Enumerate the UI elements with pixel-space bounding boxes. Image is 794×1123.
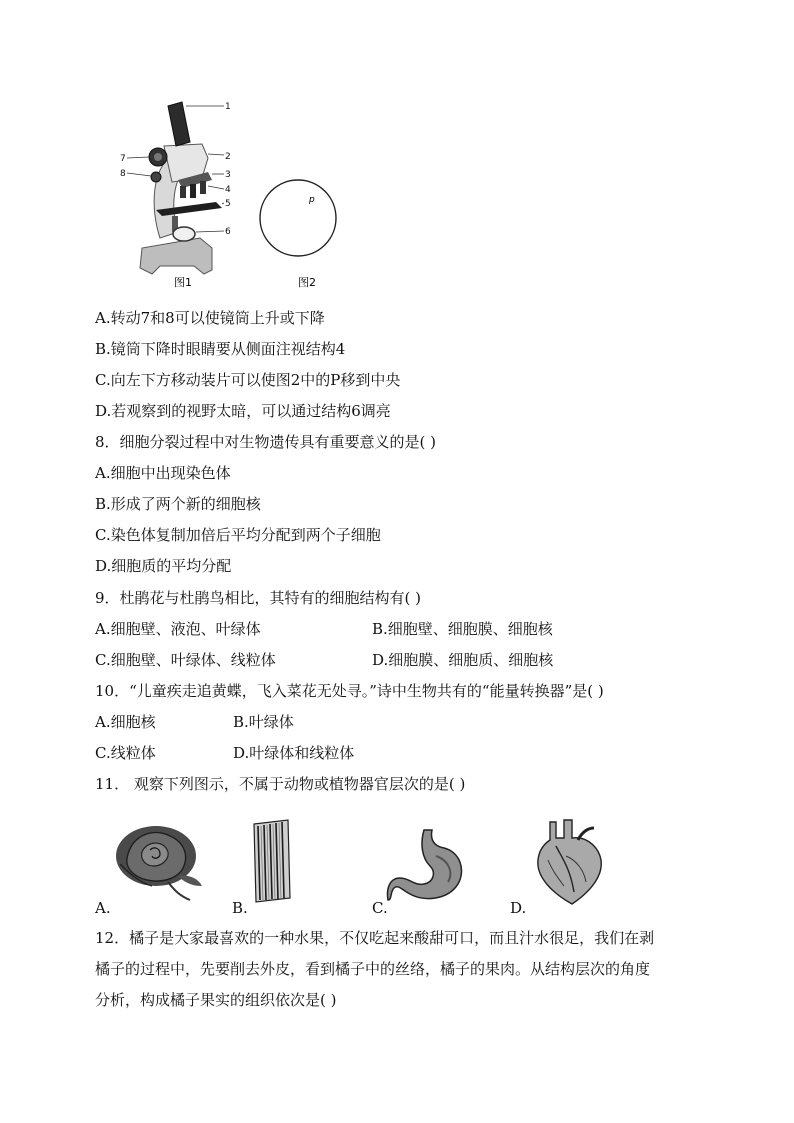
q9-option-c: C.细胞壁、叶绿体、线粒体 bbox=[95, 651, 276, 669]
q8-option-c: C.染色体复制加倍后平均分配到两个子细胞 bbox=[95, 526, 381, 544]
microscope-figure bbox=[112, 98, 372, 290]
q9-option-b: B.细胞壁、细胞膜、细胞核 bbox=[372, 620, 553, 638]
q9-stem: 9．杜鹃花与杜鹃鸟相比，其特有的细胞结构有( ) bbox=[95, 589, 422, 607]
q11-stem: 11． 观察下列图示，不属于动物或植物器官层次的是( ) bbox=[95, 775, 466, 793]
q12-line-3: 分析，构成橘子果实的组织依次是( ) bbox=[95, 991, 337, 1009]
q10-option-b: B.叶绿体 bbox=[233, 713, 294, 731]
q8-option-d: D.细胞质的平均分配 bbox=[95, 557, 232, 575]
q8-stem: 8．细胞分裂过程中对生物遗传具有重要意义的是( ) bbox=[95, 433, 437, 451]
q9-option-d: D.细胞膜、细胞质、细胞核 bbox=[372, 651, 554, 669]
rose-flower-icon bbox=[108, 816, 208, 906]
q7-option-a: A.转动7和8可以使镜筒上升或下降 bbox=[95, 309, 325, 327]
stomach-icon bbox=[386, 826, 470, 906]
q9-option-a: A.细胞壁、液泡、叶绿体 bbox=[95, 620, 261, 638]
part-number-5: 5 bbox=[225, 199, 231, 209]
part-number-1: 1 bbox=[225, 102, 231, 112]
q10-stem: 10．“儿童疾走追黄蝶，飞入菜花无处寻。”诗中生物共有的“能量转换器”是( ) bbox=[95, 682, 604, 700]
part-number-7: 7 bbox=[120, 154, 126, 164]
p-mark: p bbox=[309, 195, 315, 205]
figure2-caption: 图2 bbox=[298, 276, 316, 289]
q8-option-b: B.形成了两个新的细胞核 bbox=[95, 495, 261, 513]
q12-line-1: 12．橘子是大家最喜欢的一种水果，不仅吃起来酸甜可口，而且汁水很足，我们在剥 bbox=[95, 929, 655, 947]
q10-option-d: D.叶绿体和线粒体 bbox=[233, 744, 355, 762]
muscle-tissue-icon bbox=[248, 818, 296, 904]
q10-option-c: C.线粒体 bbox=[95, 744, 156, 762]
q11-option-a-label: A. bbox=[95, 899, 111, 917]
q8-option-a: A.细胞中出现染色体 bbox=[95, 464, 231, 482]
q11-option-c-label: C. bbox=[372, 899, 388, 917]
figure1-caption: 图1 bbox=[174, 276, 192, 289]
heart-icon bbox=[526, 816, 610, 908]
q11-option-d-label: D. bbox=[510, 899, 527, 917]
part-number-6: 6 bbox=[225, 227, 231, 237]
q7-option-c: C.向左下方移动装片可以使图2中的P移到中央 bbox=[95, 371, 401, 389]
part-number-8: 8 bbox=[120, 169, 126, 179]
part-number-2: 2 bbox=[225, 152, 231, 162]
field-of-view-circle bbox=[260, 180, 336, 256]
q7-option-b: B.镜筒下降时眼睛要从侧面注视结构4 bbox=[95, 340, 346, 358]
part-number-3: 3 bbox=[225, 170, 231, 180]
part-number-4: 4 bbox=[225, 185, 231, 195]
q12-line-2: 橘子的过程中，先要削去外皮，看到橘子中的丝络，橘子的果肉。从结构层次的角度 bbox=[95, 960, 651, 978]
q7-option-d: D.若观察到的视野太暗，可以通过结构6调亮 bbox=[95, 402, 391, 420]
q11-option-b-label: B. bbox=[232, 899, 248, 917]
q10-option-a: A.细胞核 bbox=[95, 713, 156, 731]
